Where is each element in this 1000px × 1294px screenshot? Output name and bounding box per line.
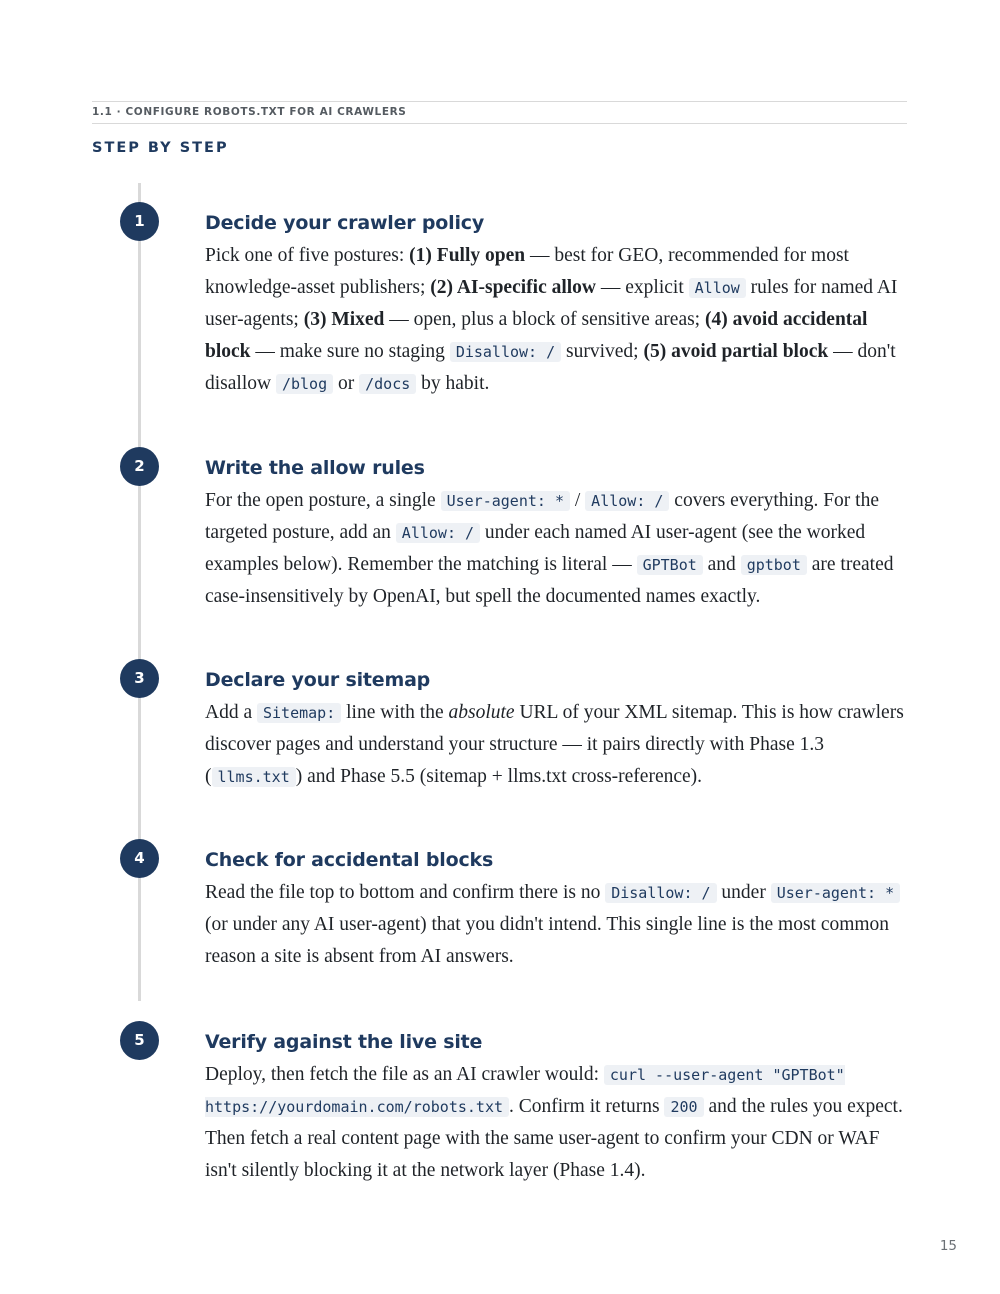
inline-code: /blog xyxy=(276,374,333,394)
posture-avoid-accidental-block: (4) avoid accidental block xyxy=(205,309,868,362)
posture-ai-specific-allow: (2) AI-specific allow xyxy=(430,277,597,298)
step-body: Read the file top to bottom and confirm there is no Disallow: / under User-agent: * (or under any AI user-agent) that you didn't intend. This single line is the most common reason a site is absent from AI answers. xyxy=(205,877,910,973)
step-title: Decide your crawler policy xyxy=(205,212,485,234)
running-head: 1.1 · CONFIGURE ROBOTS.TXT FOR AI CRAWLERS xyxy=(92,101,907,124)
inline-code: llms.txt xyxy=(212,767,296,787)
inline-code: Disallow: / xyxy=(605,883,716,903)
inline-code: GPTBot xyxy=(637,555,703,575)
inline-code: User-agent: * xyxy=(441,491,570,511)
step-body: Deploy, then fetch the file as an AI crawler would: curl --user-agent "GPTBot" https://yourdomain.com/robots.txt . Confirm it returns 200 and the rules you expect. Then fetch a real content page with the same user-agent to confirm your CDN or WAF isn't silently blocking it at the network layer (Phase 1.4). xyxy=(205,1064,903,1181)
inline-code: 200 xyxy=(664,1097,703,1117)
inline-code: curl --user-agent "GPTBot" https://yourdomain.com/robots.txt xyxy=(205,1066,845,1116)
step-title: Check for accidental blocks xyxy=(205,849,494,871)
posture-mixed: (3) Mixed xyxy=(303,309,385,330)
posture-fully-open: (1) Fully open xyxy=(409,245,526,266)
step-title: Verify against the live site xyxy=(205,1031,483,1053)
section-label: STEP BY STEP xyxy=(92,140,229,156)
posture-avoid-partial-block: (5) avoid partial block xyxy=(643,341,829,362)
timeline-line xyxy=(138,183,141,1001)
step-title: Declare your sitemap xyxy=(205,669,431,691)
step-number-badge: 1 xyxy=(120,202,159,241)
step-number-badge: 2 xyxy=(120,447,159,486)
inline-code: Allow xyxy=(689,278,746,298)
emphasis: absolute xyxy=(448,702,515,723)
step-number-badge: 3 xyxy=(120,659,159,698)
page-number: 15 xyxy=(939,1238,957,1254)
step-body: Pick one of five postures: (1) Fully open — best for GEO, recommended for most knowledge-asset publishers; (2) AI-specific allow — explicit Allow rules for named AI user-agents; (3) Mixed — open, plus a block of sensitive areas; (4) avoid accidental block — make sure no staging Disallow: / survived; (5) avoid partial block — don't disallow /blog or /docs by habit. xyxy=(205,245,898,394)
inline-code: /docs xyxy=(359,374,416,394)
inline-code: gptbot xyxy=(741,555,807,575)
inline-code: User-agent: * xyxy=(771,883,900,903)
inline-code: Disallow: / xyxy=(450,342,561,362)
step-body: Add a Sitemap: line with the absolute URL of your XML sitemap. This is how crawlers discover pages and understand your structure — it pairs directly with Phase 1.3 ( llms.txt ) and Phase 5.5 (sitemap + llms.txt cross-reference). xyxy=(205,702,904,787)
inline-code: Allow: / xyxy=(396,523,480,543)
inline-code: Sitemap: xyxy=(257,703,341,723)
step-number-badge: 4 xyxy=(120,839,159,878)
step-body: For the open posture, a single User-agent: * / Allow: / covers everything. For the targeted posture, add an Allow: / under each named AI user-agent (see the worked examples below). Remember the matching is literal — GPTBot and gptbot are treated case-insensitively by OpenAI, but spell the documented names exactly. xyxy=(205,490,894,607)
step-title: Write the allow rules xyxy=(205,457,425,479)
inline-code: Allow: / xyxy=(585,491,669,511)
step-number-badge: 5 xyxy=(120,1021,159,1060)
